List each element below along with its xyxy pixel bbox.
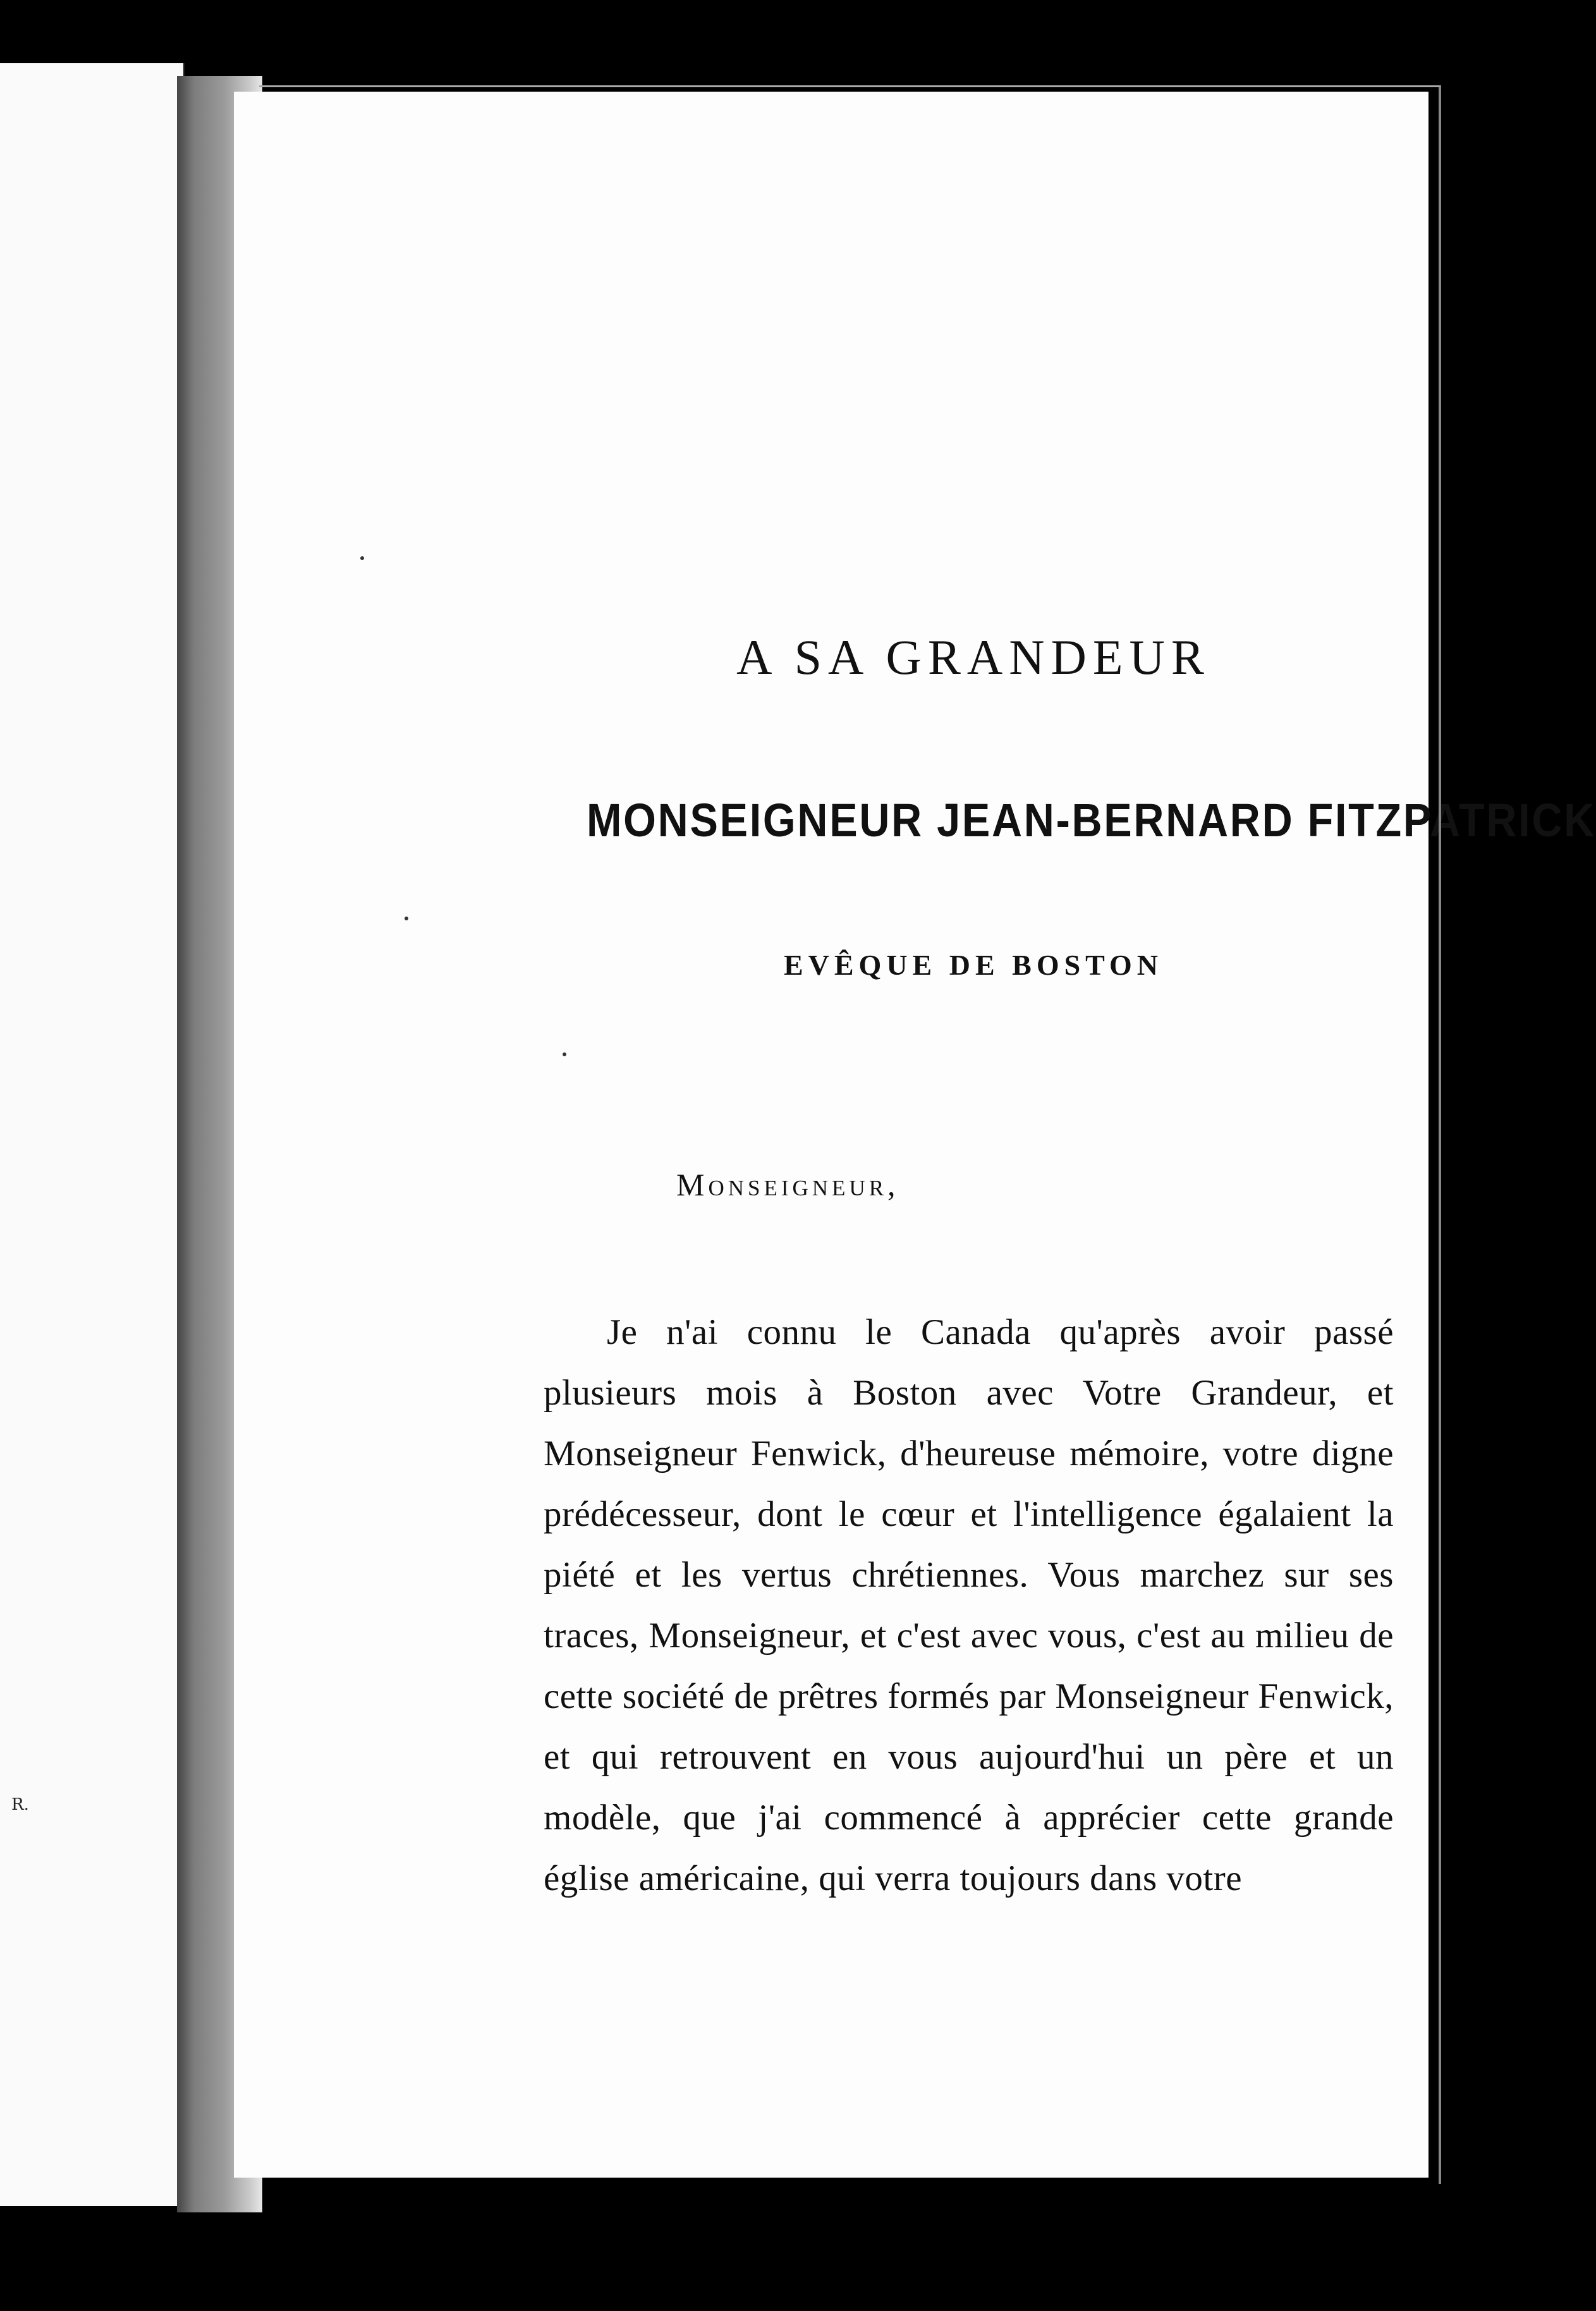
dedication-heading: A SA GRANDEUR [736,630,1210,685]
print-speck [563,1052,566,1056]
print-speck [360,556,364,560]
dedicatee-name: MONSEIGNEUR JEAN-BERNARD FITZPATRICK [587,794,1596,846]
dedicatee-title: EVÊQUE DE BOSTON [783,949,1164,981]
right-page [234,92,1596,2178]
salutation: Monseigneur, [676,1167,899,1202]
body-paragraph: Je n'ai connu le Canada qu'après avoir passé plusieurs mois à Boston avec Votre Grandeur, et Monseigneur Fenwick, d'heureuse mémoire, votre digne prédécesseur, dont le cœur et l'intelligence égalaient la piété et les vertus chrétiennes. Vous marchez sur ses traces, Monseigneur, et c'est avec vous, c'est au milieu de cette société de prêtres formés par Monseigneur Fenwick, et qui retrouvent en vous aujourd'hui un père et un modèle, que j'ai commencé à apprécier cette grande église américaine, qui verra toujours dans votre [544,1312,1394,1898]
left-page [0,63,185,2206]
print-speck [405,917,408,920]
left-page-text-fragment: R. [11,1795,29,1814]
